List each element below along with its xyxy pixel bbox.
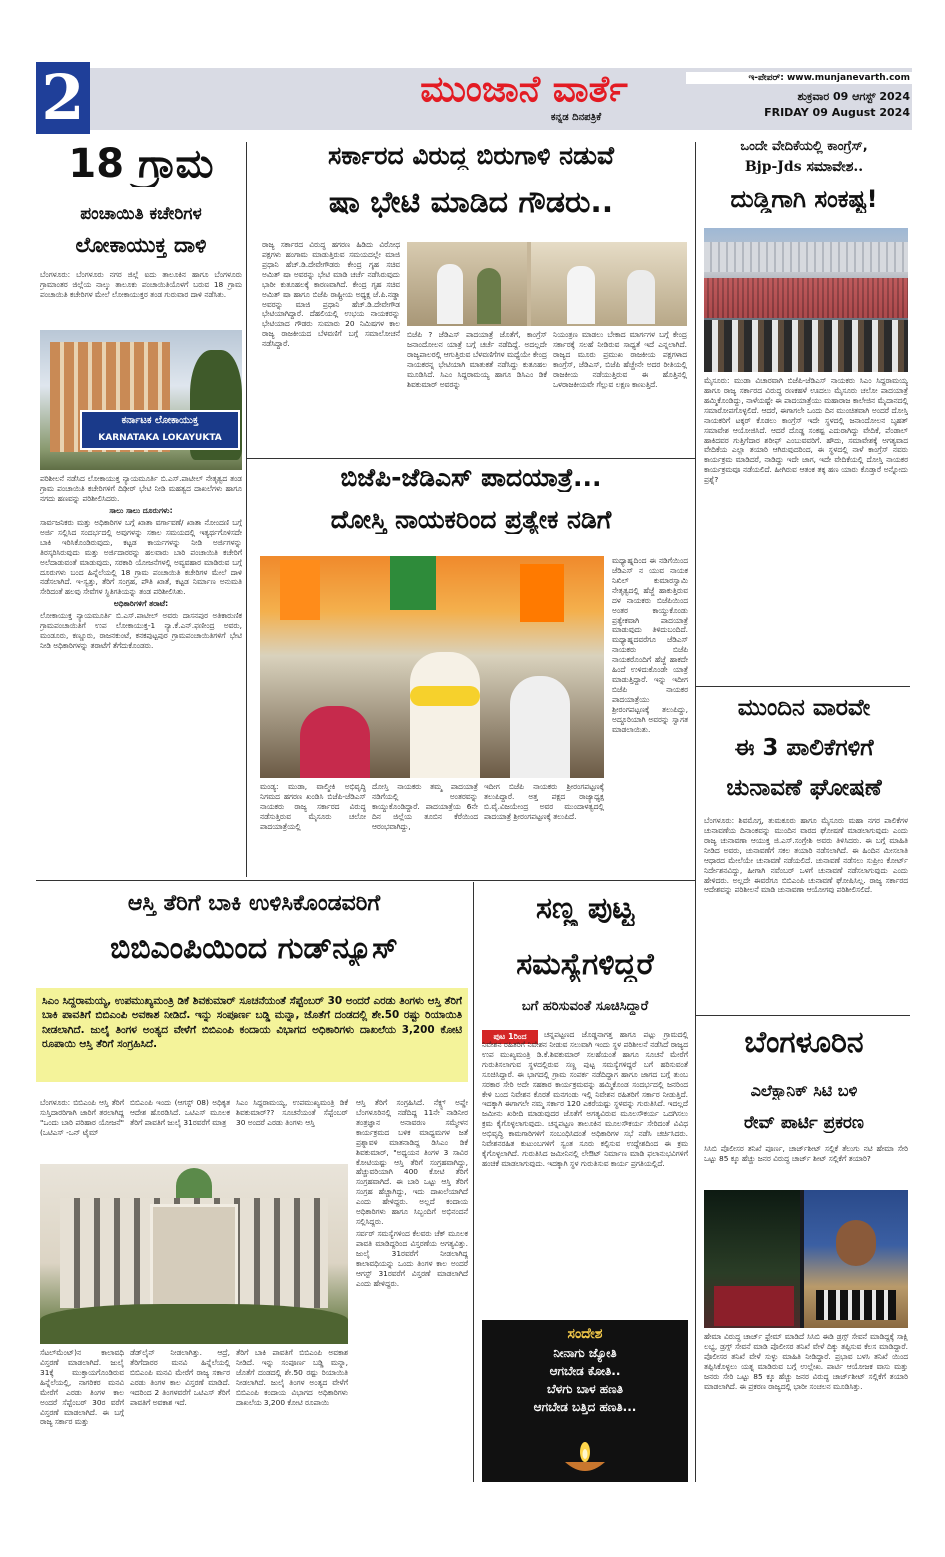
- story4-side: ಮಧ್ಯಾಹ್ನದಿಂದ ಈ ನಡಿಗೆಯಿಂದ ಜೆಡಿಎಸ್ ನ ಯುವ ನಾಯಕ ನಿಖಿಲ್ ಕುಮಾರಸ್ವಾಮಿ ನೇತೃತ್ವದಲ್ಲಿ ಹೆಜ್ಜೆ ಹಾಕುತ್ತಿರುವ ದಳ ನಾಯಕರು ಬಿಜೆಪಿಯಿಂದ ಅಂತರ ಕಾಯ್ದುಕೊಂಡು ಪ್ರತ್ಯೇಕವಾಗಿ ಪಾದಯಾತ್ರೆ ಮಾಡುವುದು ತಿಳಿದುಬಂದಿದೆ. ಮಧ್ಯಾಹ್ನದವರೆಗೂ ಜೆಡಿಎಸ್ ನಾಯಕರು ಬಿಜೆಪಿ ನಾಯಕರೊಂದಿಗೆ ಹೆಜ್ಜೆ ಹಾಕದೇ ಹಿಂದೆ ಉಳಿದುಕೊಂಡೇ ಯಾತ್ರೆ ಮಾಡುತ್ತಿದ್ದಾರೆ. ಇನ್ನು ಇದೀಗ ಬಿಜೆಪಿ ನಾಯಕರ ಪಾದಯಾತ್ರೆಯು ಶ್ರೀರಂಗಪಟ್ಟಣಕ್ಕೆ ತಲುಪಿದ್ದು, ಅದ್ದೂರಿಯಾಗಿ ಅವರನ್ನು ಸ್ವಾಗತ ಮಾಡಲಾಯಿತು.: [612, 556, 688, 734]
- red-carpet: [714, 1286, 794, 1326]
- story3-title-line1: ಒಂದೇ ವೇದಿಕೆಯಲ್ಲಿ ಕಾಂಗ್ರೆಸ್,: [740, 140, 868, 154]
- story4-title-line1: ಬಿಜೆಪಿ-ಜೆಡಿಎಸ್ ಪಾದಯಾತ್ರೆ...: [340, 464, 602, 492]
- story8-title-line3: ರೇವ್ ಪಾರ್ಟಿ ಪ್ರಕರಣ: [744, 1114, 864, 1133]
- story1-body: [40, 474, 242, 874]
- story1-title-line3: ಲೋಕಾಯುಕ್ತ ದಾಳಿ: [75, 234, 207, 257]
- photo-left-panel: [407, 242, 527, 326]
- story7-title-line3: ಬಗೆ ಹರಿಸುವಂತೆ ಸೂಚಿಸಿದ್ದಾರೆ: [521, 1000, 649, 1014]
- gowda-shah-meeting-photo: [407, 242, 687, 326]
- story6-col2: ಬಿಬಿಎಂಪಿ ಇಂದು (ಆಗಸ್ಟ್ 08) ಅಧಿಕೃತ ಆದೇಶ ಹೊರಡಿಸಿದೆ. ಒಟಿಎಸ್ ಮೂಲಕ ತೆರಿಗೆ ಪಾವತಿಗೆ ಜುಲೈ 31ರವರೆಗೆ ಮಾತ್ರ: [130, 1098, 230, 1127]
- story5-title-line2: ಈ 3 ಪಾಲಿಕೆಗಳಿಗೆ: [734, 736, 874, 761]
- person-figure: [510, 676, 570, 778]
- leader-figure: [410, 652, 480, 778]
- crowd: [704, 320, 908, 372]
- logo-text: ಮುಂಜಾನೆ ವಾರ್ತೆ: [420, 69, 628, 110]
- sign-english: KARNATAKA LOKAYUKTA: [98, 433, 222, 443]
- microphones: [816, 1290, 896, 1320]
- story6-bottom-col3: ತೆರಿಗೆ ಬಾಕಿ ಪಾವತಿಗೆ ಬಿಬಿಎಂಪಿ ಅವಕಾಶ ನೀಡಿದೆ. ಇನ್ನು ಸಂಪೂರ್ಣ ಬಡ್ಡಿ ಮನ್ನಾ, ಜೊತೆಗೆ ದಂಡದಲ್ಲಿ ಶೇ.50 ರಷ್ಟು ರಿಯಾಯಿತಿ ನೀಡಲಾಗಿದೆ. ಜುಲೈ ತಿಂಗಳ ಅಂತ್ಯದ ವೇಳೆಗೆ ಬಿಬಿಎಂಪಿ ಕಂದಾಯ ವಿಭಾಗದ ಅಧಿಕಾರಿಗಳು ದಾಖಲೆಯ 3,200 ಕೋಟಿ ರೂಪಾಯಿ: [236, 1348, 348, 1407]
- story3-title-line2: Bjp-Jds ಸಮಾವೇಶ..: [744, 160, 864, 175]
- lokayukta-sign: [80, 410, 240, 450]
- story7-body: ಚನ್ನಪಟ್ಟಣದ ಜೊಡ್ಡನಾಗತ್ತ ಹಾಗೂ ಪಟ್ಲು ಗ್ರಾಮದಲ್ಲಿ ನಿವೇಶನ ರಹಿತರಿಗೆ ನಿವೇಶನ ನೀಡುವ ಸಲುವಾಗಿ ಇಂದು ಸ್ಥಳ ಪರಿಶೀಲನೆ ನಡೆಸಿದೆ ರಾಜ್ಯದ ಉಪ ಮುಖ್ಯಮಂತ್ರಿ ಡಿ.ಕೆ.ಶಿವಕುಮಾರ್ ಸಲಹೆಯಂತೆ ಹಾಗೂ ಸೂಚನೆ ಮೇರೆಗೆ ಗುರುತಿಸಲಾಗುವ ಸ್ಥಳದಲ್ಲಿರುವ ಸಣ್ಣ ಪುಟ್ಟ ಸಮಸ್ಯೆಗಳಿದ್ದರೆ ಬಗೆ ಹರಿಸುವಂತೆ ಸೂಚಿಸಿದ್ದಾರೆ. ಈ ಭಾಗದಲ್ಲಿ ಗ್ರಾಮ ಸಂಪರ್ಕ ನಡೆದಿದ್ದಾಗ ಹಾಗೂ ಜಾಗದ ಬಗ್ಗೆ ತುಂಬ ಸರಕಾರ ಸೇರಿ ಅದೇ ಸಹಕಾರ ಕಾರ್ಯಕ್ರಮವನ್ನು ಹಮ್ಮಿಕೊಂಡ ಸಂದರ್ಭದಲ್ಲಿ ಜನರಿಂದ ಕೇಳಿ ಬಂದ ನಿವೇಶನ ಕೊರತೆ ಮನಗಂಡು ಇಲ್ಲಿ ನಿವೇಶನ ರಹಿತರಿಗೆ ಸರ್ಕಾರ ನೀಡುತ್ತಿದೆ. ಇದಕ್ಕಾಗಿ ಈಗಾಗಲೇ ನಮ್ಮ ಸರ್ಕಾರ 120 ಎಕರೆಯಷ್ಟು ಸ್ಥಳವನ್ನು ಗುರುತಿಸಿದೆ. ಇದಲ್ಲದೆ ಜಮೀನು ಖರೀದಿ ಮಾಡುವುದರ ಜೊತೆಗೆ ಅಗತ್ಯವಿರುವ ಮೂಲಸೌಕರ್ಯ ಒದಗಿಸಲು ಕ್ರಮ ಕೈಗೊಳ್ಳಲಾಗುವುದು. ಚನ್ನಪಟ್ಟಣ ತಾಲೂಕಿನ ಮೂಲಸೌಕರ್ಯ ಸೇರಿದಂತೆ ವಿವಿಧ ಅಭಿವೃದ್ಧಿ ಕಾಮಗಾರಿಗಳಿಗೆ ಸಂಬಂಧಿಸಿದಂತೆ ಅಧಿಕಾರಿಗಳ ಸಭೆ ನಡೆಸಿ ಚರ್ಚಿಸಿದರು. ನಿವೇಶನರಹಿತ ಕುಟುಂಬಗಳಿಗೆ ಸ್ವಂತ ಸೂರು ಕಲ್ಪಿಸುವ ಉದ್ದೇಶದಿಂದ ಈ ಕ್ರಮ ಕೈಗೊಳ್ಳಲಾಗಿದೆ. ಗುರುತಿಸಿದ ಜಮೀನಿನಲ್ಲಿ ಲೇಔಟ್ ನಿರ್ಮಾಣ ಮಾಡಿ ಫಲಾನುಭವಿಗಳಿಗೆ ಹಂಚಿಕೆ ಮಾಡಲಾಗುವುದು. ಇದಕ್ಕಾಗಿ ಸ್ಥಳ ಗುರುತಿಸುವ ಕಾರ್ಯ ಪ್ರಗತಿಯಲ್ಲಿದೆ.: [482, 1030, 688, 1168]
- story4-title-line2: ದೋಸ್ತಿ ನಾಯಕರಿಂದ ಪ್ರತ್ಯೇಕ ನಡಿಗೆ: [330, 506, 612, 534]
- story1-title-line2: ಪಂಚಾಯಿತಿ ಕಚೇರಿಗಳ: [80, 205, 202, 224]
- sandesha-line3: ಬೆಳಗು ಬಾಳ ಹಣತಿ: [547, 1382, 623, 1396]
- diya-lamp-icon: [560, 1440, 610, 1476]
- column-rule: [246, 142, 247, 877]
- trees: [40, 1304, 348, 1344]
- logo: [384, 68, 664, 112]
- story6-bottom-col1: ಸೆಟಲ್‌ಮೆಂಟ್)ನ ಕಾಲಾವಧಿ ವಿಸ್ತರಣೆ ಮಾಡಲಾಗಿದೆ. ಜುಲೈ 31ಕ್ಕೆ ಮುಕ್ತಾಯಗೊಂಡಿರುವ ಹಿನ್ನೆಲೆಯಲ್ಲಿ, ನಾಗರಿಕರ ಮನವಿ ಮೇರೆಗೆ ಎರಡು ತಿಂಗಳ ಕಾಲ ಅಂದರೆ ಸೆಪ್ಟೆಂಬರ್ 30ರ ವರೆಗೆ ವಿಸ್ತರಣೆ ಮಾಡಲಾಗಿದೆ. ಈ ಬಗ್ಗೆ ರಾಜ್ಯ ಸರ್ಕಾರ ಮತ್ತು: [40, 1348, 124, 1427]
- epaper-url: ಇ-ಪೇಪರ್: www.munjanevarth.com: [686, 72, 912, 84]
- garland: [410, 686, 480, 706]
- sandesha-box: [482, 1320, 688, 1482]
- story1-para3: ಲೋಕಾಯುಕ್ತ ನ್ಯಾಯಮೂರ್ತಿ ಬಿ.ಎಸ್.ಪಾಟೀಲ್ ಅವರು ದಾಸನಪುರ ಅತಿಕಾರುಣಿಕ ಗ್ರಾಮಪಂಚಾಯಿತಿಗೆ ಉಪ ಲೋಕಾಯುಕ್ತ-1 ನ್ಯಾ.ಕೆ.ಎನ್.ಫಣೀಂದ್ರ ಅವರು, ಮಂಡೂರು, ಕಣ್ಣೂರು, ರಾಜನಕುಂಟೆ, ಕನಕಪುಟ್ಟಪುರ ಗ್ರಾಮಪಂಚಾಯಿತಿಗಳಿಗೆ ಭೇಟಿ ನೀಡಿ ಅಧಿಕಾರಿಗಳನ್ನು ತರಾಟೆಗೆ ತೆಗೆದುಕೊಂಡರು.: [40, 611, 242, 651]
- tagline: ಕನ್ನಡ ದಿನಪತ್ರಿಕೆ: [550, 112, 602, 123]
- rave-party-photo: [704, 1190, 908, 1328]
- column-rule: [695, 142, 696, 1482]
- story2-title-line1: ಸರ್ಕಾರದ ವಿರುದ್ಧ ಬಿರುಗಾಳಿ ನಡುವೆ: [327, 142, 615, 170]
- story2-title-line2: ಷಾ ಭೇಟಿ ಮಾಡಿದ ಗೌಡರು..: [328, 186, 614, 220]
- stage-roof: [704, 242, 908, 272]
- bbmp-building-photo: [40, 1164, 348, 1344]
- story6-bottom-col2: ಡೆಡ್‌ಲೈನ್ ನೀಡಲಾಗಿತ್ತು. ಆದ್ರೆ, ತೆರಿಗೆದಾರರ ಮನವಿ ಹಿನ್ನೆಲೆಯಲ್ಲಿ ಬಿಬಿಎಂಪಿ ಮನವಿ ಮೇರೆಗೆ ರಾಜ್ಯ ಸರ್ಕಾರ ಎರಡು ತಿಂಗಳ ಕಾಲ ವಿಸ್ತರಣೆ ಮಾಡಿದೆ. ಇದರಿಂದ 2 ತಿಂಗಳವರೆಗೆ ಒಟಿಎಸ್ ತೆರಿಗೆ ಪಾವತಿಗೆ ಅವಕಾಶ ಇದೆ.: [130, 1348, 230, 1407]
- story7-title-line1: ಸಣ್ಣ ಪುಟ್ಟ: [535, 892, 635, 926]
- sign-kannada: ಕರ್ನಾಟಕ ಲೋಕಾಯುಕ್ತ: [121, 415, 199, 426]
- section-rule: [696, 1015, 910, 1016]
- dome: [176, 1168, 212, 1198]
- story6-col4: ಆಸ್ತಿ ತೆರಿಗೆ ಸಂಗ್ರಹಿಸಿದೆ. ನೆಕ್ಸ್ಟ್ ಅಪ್ಡೇ ಬೆಂಗಳೂರಿನಲ್ಲಿ ನಡೆದಿದ್ದ 11ನೇ ನಾಡಿನೀರ ತಂತ್ರಜ್ಞಾನ ಅನಾವರಣ ಸಮ್ಮೇಳನ ಕಾರ್ಯಕ್ರಮದ ಬಳಿಕ ಮಾಧ್ಯಮಗಳ ಜತೆ ಪ್ರಶ್ನಾವಳಿ ಮಾತನಾಡಿದ್ದ ಡಿಸಿಎಂ ಡಿಕೆ ಶಿವಕುಮಾರ್, "ಅಧ್ಯಯನ ತಿಂಗಳ 3 ಸಾವಿರ ಕೋಟಿಯಷ್ಟು ಆಸ್ತಿ ತೆರಿಗೆ ಸಂಗ್ರಹವಾಗಿದ್ದು, ಹೆಚ್ಚುವರಿಯಾಗಿ 400 ಕೋಟಿ ತೆರಿಗೆ ಸಂಗ್ರಹವಾಗಿದೆ. ಈ ಬಾರಿ ಒಟ್ಟು ಆಸ್ತಿ ತೆರಿಗೆ ಸಂಗ್ರಹ ಹೆಚ್ಚಾಗಿದ್ದು, ಇದು ದಾಖಲೆಯಾಗಿದೆ ಎಂದು ಹೇಳಿದ್ದರು. ಅಲ್ಲದೆ ಕಂದಾಯ ಅಧಿಕಾರಿಗಳು ಹಾಗೂ ಸಿಬ್ಬಂದಿಗೆ ಅಭಿನಂದನೆ ಸಲ್ಲಿಸಿದ್ದರು. ಸರ್ವರ್ ಸಮಸ್ಯೆಗಳಿಂದ ಕೆಲವರು ಚೆಕ್ ಮೂಲಕ ಪಾವತಿ ಮಾಡಿದ್ದರಿಂದ ವಿಸ್ತರಣೆಯ ಅಗತ್ಯವಿತ್ತು. ಜುಲೈ 31ರವರೆಗೆ ನೀಡಲಾಗಿದ್ದ ಕಾಲಾವಧಿಯನ್ನು ಒಂದು ತಿಂಗಳ ಕಾಲ ಅಂದರೆ ಆಗಸ್ಟ್ 31ರವರೆಗೆ ವಿಸ್ತರಣೆ ಮಾಡಲಾಗಿದೆ ಎಂದು ಹೇಳಿದ್ದರು.: [356, 1098, 468, 1288]
- story2-col3: ನಿಯಂತ್ರಣ ಮಾಡಲು ಬೇಕಾದ ಮಾರ್ಗಗಳ ಬಗ್ಗೆ ಕೇಂದ್ರ ಸರ್ಕಾರಕ್ಕೆ ಸಲಹೆ ನೀಡಿರುವ ಸಾಧ್ಯತೆ ಇದೆ ಎನ್ನಲಾಗಿದೆ. ರಾಜ್ಯದ ಮೂರು ಪ್ರಮುಖ ರಾಜಕೀಯ ಪಕ್ಷಗಳಾದ ಕಾಂಗ್ರೆಸ್, ಜೆಡಿಎಸ್, ಬಿಜೆಪಿ ಹೆಚ್ಚೇನೇ ಅದರ ರೀತಿಯಲ್ಲಿ ರಾಜಕೀಯ ನಡೆಯುತ್ತಿರುವ ಈ ಹೊತ್ತಿನಲ್ಲಿ ಒಳರಾಜಕೀಯವೇ ಗೆಲ್ಲುವ ಲಕ್ಷಣ ಕಾಣುತ್ತಿದೆ.: [553, 330, 687, 389]
- story6-title-line1: ಆಸ್ತಿ ತೆರಿಗೆ ಬಾಕಿ ಉಳಿಸಿಕೊಂಡವರಿಗೆ: [127, 892, 381, 916]
- flag: [280, 560, 320, 620]
- padayatra-crowd-photo: [260, 556, 604, 778]
- date-english: FRIDAY 09 August 2024: [764, 106, 910, 119]
- story4-bottom-col3: ಇದೀಗ ಬಿಜೆಪಿ ನಾಯಕರು ಶ್ರೀರಂಗಪಟ್ಟಣಕ್ಕೆ ತಲುಪಿದ್ದಾರೆ. ಅತ್ತ ಪಕ್ಷದ ರಾಜ್ಯಾಧ್ಯಕ್ಷ ಬಿ.ವೈ.ವಿಜಯೇಂದ್ರ ಅವರ ಮುಂದಾಳತ್ವದಲ್ಲಿ ಪಾದಯಾತ್ರೆ ಶ್ರೀರಂಗಪಟ್ಟಣಕ್ಕೆ ತಲುಪಿದೆ.: [484, 782, 604, 821]
- story8-intro: ಸಿಸಿಬಿ ಪೊಲೀಸರ ತನಿಖೆ ಪೂರ್ಣ, ಚಾರ್ಜ್‌ಶೀಟ್ ಸಲ್ಲಿಕೆ ತೆಲುಗು ನಟಿ ಹೇಮಾ ಸೇರಿ ಒಟ್ಟು 85 ಕ್ಕೂ ಹೆಚ್ಚು ಜನರ ವಿರುದ್ಧ ಚಾರ್ಜ್ ಶೀಟ್ ಸಲ್ಲಿಕೆಗೆ ತಯಾರಿ?: [704, 1144, 908, 1163]
- sandesha-line1: ನೀನಾಗು ಜ್ಯೋತಿ: [553, 1346, 617, 1360]
- story1-para1: ಪರಿಶೀಲನೆ ನಡೆಸಿದ ಲೋಕಾಯುಕ್ತ ನ್ಯಾಯಮೂರ್ತಿ ಬಿ.ಎಸ್.ಪಾಟೀಲ್ ನೇತೃತ್ವದ ತಂಡ ಗ್ರಾಮ ಪಂಚಾಯಿತಿ ಕಚೇರಿಗಳಿಗೆ ದಿಢೀರ್ ಭೇಟಿ ನೀಡಿ ಮಹತ್ವದ ದಾಖಲೆಗಳು ಹಾಗೂ ನಗದು ಹಣವನ್ನು ಪರಿಶೀಲಿಸಿದರು.: [40, 474, 242, 503]
- story8-title-line1: ಬೆಂಗಳೂರಿನ: [744, 1026, 864, 1060]
- story8-body: ಹೇಮಾ ವಿರುದ್ಧ ಚಾರ್ಜ್ ಫ್ರೇಮ್ ಮಾಡಿದೆ ಸಿಸಿಬಿ ಈಡಿ ಡ್ರಗ್ಸ್ ಸೇವನೆ ಮಾಡಿದ್ದಕ್ಕೆ ಸಾಕ್ಷಿ ಲಭ್ಯ, ಡ್ರಗ್ಸ್ ಸೇವನೆ ಮಾಡಿ ಪೊಲೀಸರ ತನಿಖೆ ವೇಳೆ ದಿಕ್ಕು ತಪ್ಪಿಸುವ ಕೆಲಸ ಮಾಡಿದ್ದಾರೆ. ಪೊಲೀಸರ ತನಿಖೆ ವೇಳೆ ಸುಳ್ಳು ಮಾಹಿತಿ ನೀಡಿದ್ದಾರೆ. ಪ್ರಭಾವ ಬಳಸಿ ತನಿಖೆ ಯಿಂದ ತಪ್ಪಿಸಿಕೊಳ್ಳಲು ಯತ್ನ ಮಾಡಿರುವ ಬಗ್ಗೆ ಉಲ್ಲೇಖ. ಪಾರ್ಟಿ ಆಯೋಜಕ ವಾಸು ಮತ್ತು ಜನರು ಸೇರಿ ಒಟ್ಟು 85 ಕ್ಕೂ ಹೆಚ್ಚು ಜನರ ವಿರುದ್ಧ ಚಾರ್ಜ್‌ಶೀಟ್ ಸಲ್ಲಿಕೆಗೆ ತಯಾರಿ ಮಾಡಲಾಗಿದೆ. ಈ ಪ್ರಕರಣ ರಾಜ್ಯದಲ್ಲಿ ಭಾರೀ ಸಂಚಲನ ಮೂಡಿಸಿತ್ತು.: [704, 1332, 908, 1391]
- person-silhouette: [567, 266, 595, 324]
- story5-title-line1: ಮುಂದಿನ ವಾರವೇ: [737, 696, 871, 721]
- story6-bottom-col4: ಸರ್ವರ್ ಸಮಸ್ಯೆಗಳಿಂದ ಕೆಲವರು ಚೆಕ್ ಮೂಲಕ ಪಾವತಿ ಮಾಡಿದ್ದರಿಂದ ವಿಸ್ತರಣೆಯ ಅಗತ್ಯವಿತ್ತು. ಜುಲೈ 31ರವರೆಗೆ ನೀಡಲಾಗಿದ್ದ ಕಾಲಾವಧಿಯನ್ನು ಒಂದು ತಿಂಗಳ ಕಾಲ ಅಂದರೆ ಆಗಸ್ಟ್ 31ರವರೆಗೆ ವಿಸ್ತರಣೆ ಮಾಡಲಾಗಿದೆ ಎಂದು ಹೇಳಿದ್ದರು.: [356, 1228, 468, 1288]
- story3-title-line3: ದುಡ್ಡಿಗಾಗಿ ಸಂಕಷ್ಟ!: [730, 186, 878, 213]
- date-kannada: ಶುಕ್ರವಾರ 09 ಆಗಸ್ಟ್ 2024: [797, 90, 910, 103]
- story5-body: ಬೆಂಗಳೂರು: ಶಿವಮೊಗ್ಗ, ತುಮಕೂರು ಹಾಗೂ ಮೈಸೂರು ಮಹಾ ನಗರ ಪಾಲಿಕೆಗಳ ಚುನಾವಣೆಯ ದಿನಾಂಕವನ್ನು ಮುಂದಿನ ವಾರದ ಘೋಷಣೆ ಮಾಡಲಾಗುವುದು ಎಂದು ರಾಜ್ಯ ಚುನಾವಣಾ ಆಯುಕ್ತ ಜಿ.ಎಸ್.ಸಂಗ್ರೇಶಿ ಅವರು ತಿಳಿಸಿದರು. ಈ ಬಗ್ಗೆ ಮಾಹಿತಿ ನೀಡಿದ ಅವರು, ಚುನಾವಣೆಗೆ ಸಕಲ ತಯಾರಿ ನಡೆಸಲಾಗಿದೆ. ಈ ಹಿಂದಿನ ಮೀಸಲಾತಿ ಆಧಾರದ ಮೇಲೆಯೇ ಚುನಾವಣೆ ನಡೆಯಲಿದೆ. ಚುನಾವಣೆ ನಡೆಸಲು ಸುಪ್ರೀಂ ಕೋರ್ಟ್ ನಿರ್ದೇಶನವಿದ್ದು, ಹೀಗಾಗಿ ನವೆಂಬರ್ ಒಳಗೆ ಚುನಾವಣೆ ನಡೆಸಲಾಗುವುದು ಎಂದು ಹೇಳಿದರು. ಅಲ್ಲದೇ ಈವರೆಗೂ ಬಿಬಿಎಂಪಿ ಚುನಾವಣೆ ಘೋಷಿಸಿಲ್ಲ. ರಾಜ್ಯ ಸರ್ಕಾರದ ಆದೇಶವನ್ನು ಪರಿಶೀಲನೆ ಮಾಡಿ ಚುನಾವಣಾ ಆಯೋಗವು ಪರಿಶೀಲಿಸಲಿದೆ.: [704, 816, 908, 895]
- flag: [520, 564, 564, 622]
- story1-subhead1: ಸಾಲು ಸಾಲು ದೂರುಗಳು:: [109, 505, 173, 515]
- story3-body: ಮೈಸೂರು: ಮುಡಾ ವಿಚಾರವಾಗಿ ಬಿಜೆಪಿ-ಜೆಡಿಎಸ್ ನಾಯಕರು ಸಿಎಂ ಸಿದ್ದರಾಮಯ್ಯ ಹಾಗೂ ರಾಜ್ಯ ಸರ್ಕಾರದ ವಿರುದ್ಧ ರಣಕಹಳೆ ಊದಲು ಮೈಸೂರು ಚಲೋ ಪಾದಯಾತ್ರೆ ಹಮ್ಮಿಕೊಂಡಿದ್ದು, ನಾಳೆಯಷ್ಟೇ ಈ ಪಾದಯಾತ್ರೆಯು ಮಹಾರಾಜ ಕಾಲೇಜಿನ ಮೈದಾನದಲ್ಲಿ ಸಮಾರೋಪಗೊಳ್ಳಲಿದೆ. ಆದರೆ, ಈಗಾಗಲೇ ಒಂದು ದಿನ ಮುಂಚಿತವಾಗಿ ಅಂದರೆ ದೋಸ್ತಿ ನಾಯಕರಿಗೆ ಟಕ್ಕರ್ ಕೊಡಲು ಕಾಂಗ್ರೆಸ್ ಇದೇ ಸ್ಥಳದಲ್ಲಿ ಜನಾಂದೋಲನ ಬೃಹತ್ ಸಮಾವೇಶ ಆಯೋಜಿಸಿದೆ. ಆದರೆ ದೊಡ್ಡ ಸಂಕಷ್ಟ ಎದುರಾಗಿದ್ದು ವೇದಿಕೆ, ಪೆಂಡಾಲ್ ಹಾಕಿದವರ ಗುತ್ತಿಗೆದಾರ ಶರೀಫ್ ಎಂಬುವವರಿಗೆ. ಹೌದು, ಸಮಾವೇಶಕ್ಕೆ ಅಗತ್ಯವಾದ ವೇದಿಕೆಯ ಎಲ್ಲಾ ತಯಾರಿ ಆಗಿರುವುದರಿಂದ, ಈ ಸ್ಥಳದಲ್ಲಿ ನಾಳೆ ಕಾಂಗ್ರೆಸ್ ನವರು ಕಾರ್ಯಕ್ರಮ ಮಾಡಿದರೆ, ನಾಡಿದ್ದು ಇದೇ ಜಾಗ, ಇದೇ ವೇದಿಕೆಯಲ್ಲಿ ದೋಸ್ತಿ ನಾಯಕರ ಕಾರ್ಯಕ್ರಮವೂ ನಡೆಯಲಿದೆ. ಹೀಗಿರುವ ಆತಂಕ ತಕ್ಕ ಹಣ ಯಾರು ಕೊಡ್ತಾರೆ ಅನ್ನೋದು ಪ್ರಶ್ನೆ?: [704, 376, 908, 485]
- story1-subhead2: ಅಧಿಕಾರಿಗಳಿಗೆ ತರಾಟೆ:: [113, 599, 169, 609]
- story6-highlight-box: [36, 988, 468, 1082]
- story6-col1: ಬೆಂಗಳೂರು: ಬಿಬಿಎಂಪಿ ಆಸ್ತಿ ತೆರಿಗೆ ಸುಸ್ತಿದಾರರಿಗಾಗಿ ಜಾರಿಗೆ ತರಲಾಗಿದ್ದ "ಒಂದು ಬಾರಿ ಪರಿಹಾರ ಯೋಜನೆ" (ಒಟಿಎಸ್ -ಒನ್ ಟೈಮ್: [40, 1098, 124, 1137]
- person-silhouette: [437, 264, 463, 324]
- person-silhouette: [477, 268, 501, 324]
- flag: [390, 556, 436, 610]
- story1-intro: ಬೆಂಗಳೂರು: ಬೆಂಗಳೂರು ನಗರ ಜಿಲ್ಲೆ ಐದು ತಾಲೂಕಿನ ಹಾಗೂ ಬೆಂಗಳೂರು ಗ್ರಾಮಾಂತರ ಜಿಲ್ಲೆಯ ನಾಲ್ಕು ತಾಲೂಕು ಪಂಚಾಯಿತಿಯೊಳಗೆ ಬರುವ 18 ಗ್ರಾಮ ಪಂಚಾಯಿತಿ ಕಚೇರಿಗಳ ಮೇಲೆ ಲೋಕಾಯುಕ್ತರ ತಂಡ ಗುರುವಾರ ದಾಳಿ ನಡೆಸಿತು.: [40, 270, 242, 299]
- story6-highlight: ಸಿಎಂ ಸಿದ್ದರಾಮಯ್ಯ, ಉಪಮುಖ್ಯಮಂತ್ರಿ ಡಿಕೆ ಶಿವಕುಮಾರ್ ಸೂಚನೆಯಂತೆ ಸೆಪ್ಟೆಂಬರ್ 30 ಅಂದರೆ ಎರಡು ತಿಂಗಳು ಆಸ್ತಿ ತೆರಿಗೆ ಬಾಕಿ ಪಾವತಿಗೆ ಬಿಬಿಎಂಪಿ ಅವಕಾಶ ನೀಡಿದೆ. ಇನ್ನು ಸಂಪೂರ್ಣ ಬಡ್ಡಿ ಮನ್ನಾ, ಜೊತೆಗೆ ದಂಡದಲ್ಲಿ ಶೇ.50 ರಷ್ಟು ರಿಯಾಯಿತಿ ನೀಡಲಾಗಿದೆ. ಜುಲೈ ತಿಂಗಳ ಅಂತ್ಯದ ವೇಳೆಗೆ ಬಿಬಿಎಂಪಿ ಕಂದಾಯ ವಿಭಾಗದ ಅಧಿಕಾರಿಗಳು ದಾಖಲೆಯ 3,200 ಕೋಟಿ ರೂಪಾಯಿ ಆಸ್ತಿ ತೆರಿಗೆ ಸಂಗ್ರಹಿಸಿದೆ.: [42, 995, 462, 1051]
- photo-right-panel: [531, 242, 687, 326]
- portico: [150, 1204, 238, 1308]
- sandesha-line2: ಆಗಬೇಡ ಕೋತಿ..: [549, 1364, 621, 1378]
- story5-title-line3: ಚುನಾವಣೆ ಘೋಷಣೆ: [726, 776, 882, 801]
- lokayukta-building-photo: [40, 330, 242, 470]
- story8-title-line2: ಎಲೆಕ್ಟ್ರಾನಿಕ್ ಸಿಟಿ ಬಳಿ: [750, 1082, 858, 1100]
- page-number-box: [36, 62, 90, 134]
- story6-title-line2: ಬಿಬಿಎಂಪಿಯಿಂದ ಗುಡ್‌ನ್ಯೂಸ್: [110, 932, 398, 966]
- story4-bottom-col2: ದೋಸ್ತಿ ನಾಯಕರು ತಮ್ಮ ಪಾದಯಾತ್ರೆ ನಡಿಗೆಯಲ್ಲಿ ಅಂತರವನ್ನು ಕಾಯ್ದುಕೊಂಡಿದ್ದಾರೆ. ಪಾದಯಾತ್ರೆಯ 6ನೇ ದಿನ ಜಿಲ್ಲೆಯ ತೂಬಿನ ಕೆರೆಯಿಂದ ಆರಂಭವಾಗಿದ್ದು,: [372, 782, 478, 831]
- woman-figure: [300, 706, 370, 778]
- section-rule: [36, 880, 695, 881]
- story2-col1: ರಾಜ್ಯ ಸರ್ಕಾರದ ವಿರುದ್ಧ ಹಗರಣ ಹಿಡಿದು ವಿರೋಧ ಪಕ್ಷಗಳು ಹಂಗಾಮ ಮಾಡುತ್ತಿರುವ ಸಮಯದಲ್ಲೇ ಮಾಜಿ ಪ್ರಧಾನಿ ಹೆಚ್.ಡಿ.ದೇವೇಗೌಡರು ಕೇಂದ್ರ ಗೃಹ ಸಚಿವ ಅಮಿತ್ ಷಾ ಅವರನ್ನು ಭೇಟಿ ಮಾಡಿ ಚರ್ಚೆ ನಡೆಸಿರುವುದು ಭಾರೀ ಕುತೂಹಲಕ್ಕೆ ಕಾರಣವಾಗಿದೆ. ಕೇಂದ್ರ ಗೃಹ ಸಚಿವ ಅಮಿತ್ ಷಾ ಹಾಗೂ ಬಿಜೆಪಿ ರಾಷ್ಟ್ರೀಯ ಅಧ್ಯಕ್ಷ ಜೆ.ಪಿ.ನಡ್ಡಾ ಅವರನ್ನು ಮಾಜಿ ಪ್ರಧಾನಿ ಹೆಚ್.ಡಿ.ದೇವೇಗೌಡ ಭೇಟಿಯಾಗಿದ್ದಾರೆ. ದೆಹಲಿಯಲ್ಲಿ ಉಭಯ ನಾಯಕರನ್ನು ಭೇಟಿಯಾದ ಗೌಡರು ಸುಮಾರು 20 ನಿಮಿಷಗಳ ಕಾಲ ರಾಜ್ಯ ರಾಜಕೀಯದ ಬೆಳವಣಿಗೆ ಬಗ್ಗೆ ಸಮಾಲೋಚನೆ ನಡೆಸಿದ್ದಾರೆ.: [262, 240, 400, 349]
- section-rule: [246, 458, 695, 459]
- story2-col2: ಬಿಜೆಪಿ ? ಜೆಡಿಎಸ್ ಪಾದಯಾತ್ರೆ ಜೊತೆಗೆ, ಕಾಂಗ್ರೆಸ್ ಜನಾಂದೋಲನ ಯಾತ್ರೆ ಬಗ್ಗೆ ಚರ್ಚೆ ನಡೆದಿದ್ದೆ. ಅದಲ್ಲದೇ ರಾಜ್ಯಪಾಲರಲ್ಲಿ ಆಗುತ್ತಿರುವ ಬೆಳವಣಿಗೆಗಳ ಮಧ್ಯೆಯೇ ಕೇಂದ್ರ ನಾಯಕರನ್ನ ಭೇಟಿಯಾಗಿ ಮಾತುಕತೆ ನಡೆಸಿದ್ದು ಕುತೂಹಲ ಮೂಡಿಸಿದೆ. ಸಿಎಂ ಸಿದ್ದರಾಮಯ್ಯ ಹಾಗೂ ಡಿಸಿಎಂ ಡಿಕೆ ಶಿವಕುಮಾರ್ ಅವರನ್ನು: [407, 330, 547, 389]
- story4-bottom-col1: ಮಂಡ್ಯ: ಮುಡಾ, ವಾಲ್ಮೀಕಿ ಅಭಿವೃದ್ಧಿ ನಿಗಮದ ಹಗರಣ ಖಂಡಿಸಿ ಬಿಜೆಪಿ-ಜೆಡಿಎಸ್ ನಾಯಕರು ರಾಜ್ಯ ಸರ್ಕಾರದ ವಿರುದ್ಧ ನಡೆಸುತ್ತಿರುವ ಮೈಸೂರು ಚಲೋ ಪಾದಯಾತ್ರೆಯಲ್ಲಿ: [260, 782, 366, 831]
- story7-continued-tag: ಪುಟ 1ರಿಂದ: [482, 1030, 538, 1044]
- sandesha-title: ಸಂದೇಶ: [567, 1326, 603, 1342]
- person-silhouette: [627, 270, 655, 324]
- story1-title-line1: 18 ಗ್ರಾಮ: [68, 142, 214, 187]
- sandesha-line4: ಆಗಬೇಡ ಬತ್ತಿದ ಹಣತಿ...: [533, 1400, 637, 1414]
- page-number: 2: [41, 61, 85, 134]
- stage-venue-photo: [704, 228, 908, 372]
- section-rule: [696, 686, 910, 687]
- chairs-rows: [704, 278, 908, 318]
- story7-title-line2: ಸಮಸ್ಯೆಗಳಿದ್ದರೆ: [516, 948, 654, 982]
- officer-face: [836, 1220, 876, 1266]
- story1-para2: ಸಾರ್ವಜನಿಕರು ಮತ್ತು ಅಧಿಕಾರಿಗಳ ಬಗ್ಗೆ ಖಾತಾ ವರ್ಗಾವಣೆ/ ಖಾತಾ ನೋಂದಣಿ ಬಗ್ಗೆ ಅರ್ಜಿ ಸಲ್ಲಿಸಿದ ಸಂದರ್ಭದಲ್ಲಿ ಅವುಗಳನ್ನು ಸಕಾಲ ಸಮಯದಲ್ಲಿ ಇತ್ಯರ್ಥಗೊಳಿಸದೇ ಬಾಕಿ ಇರಿಸಿಕೊಂಡಿರುವುದು, ಕಟ್ಟಡ ಕಾರ್ಯಗಳನ್ನು ನೀಡಿ ಅರ್ಜಿಗಳನ್ನು ತಿರಸ್ಕರಿಸಿರುವುದು ಮತ್ತು ಅರ್ಜಿದಾರರನ್ನು ಹಲವಾರು ಬಾರಿ ಪಂಚಾಯಿತಿ ಕಚೇರಿಗೆ ಅಲೆದಾಡುವಂತೆ ಮಾಡುವುದು, ಸರಕಾರಿ ಯೋಜನೆಗಳಲ್ಲಿ ಅವ್ಯವಹಾರ ಮಾಡಿರುವ ಬಗ್ಗೆ ದೂರುಗಳು ಬಂದ ಹಿನ್ನೆಲೆಯಲ್ಲಿ 18 ಗ್ರಾಮ ಪಂಚಾಯಿತಿ ಕಚೇರಿಗಳ ಮೇಲೆ ದಾಳಿ ನಡೆಸಲಾಗಿದೆ. ಇ-ಸ್ವತ್ತು, ತೆರಿಗೆ ಸಂಗ್ರಹ, ಪೌತಿ ಖಾತೆ, ಕಟ್ಟಡ ನಿರ್ಮಾಣ ಅನುಮತಿ ಸೇರಿದಂತೆ ಹಲವು ಸೇವೆಗಳ ಸ್ಥಿತಿಗತಿಯನ್ನು ತಂಡ ಪರಿಶೀಲಿಸಿತು.: [40, 517, 242, 597]
- story6-col3: ಸಿಎಂ ಸಿದ್ದರಾಮಯ್ಯ, ಉಪಮುಖ್ಯಮಂತ್ರಿ ಡಿಕೆ ಶಿವಕುಮಾರ್?? ಸೂಚನೆಯಂತೆ ಸೆಪ್ಟೆಂಬರ್ 30 ಅಂದರೆ ಎರಡು ತಿಂಗಳು ಆಸ್ತಿ: [236, 1098, 348, 1127]
- column-rule: [473, 882, 474, 1482]
- masthead: [36, 62, 912, 134]
